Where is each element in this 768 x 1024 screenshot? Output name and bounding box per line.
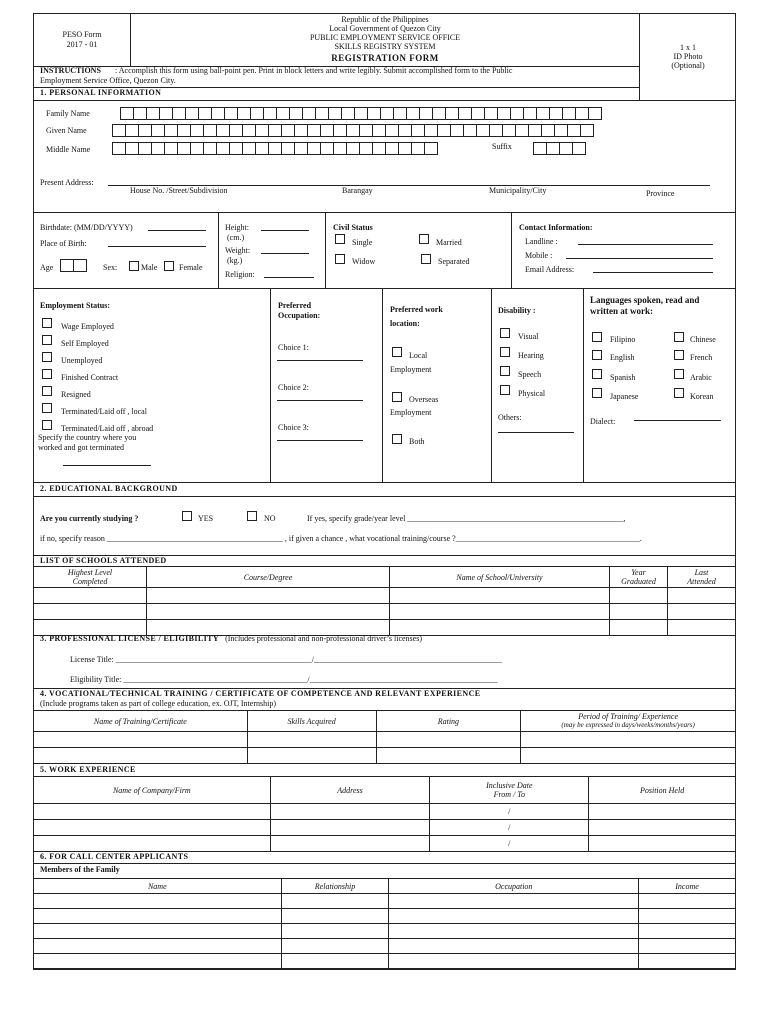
col-period: Period of Training/ Experience (may be expressed in days/weeks/months/years) — [521, 711, 736, 732]
col-company: Name of Company/Firm — [34, 777, 271, 804]
birthdate-label: Birthdate: (MM/DD/YYYY) — [40, 223, 133, 232]
laid-off-abroad-label: Terminated/Laid off , abroad — [61, 424, 154, 433]
instructions-line2: Employment Service Office, Quezon City. — [40, 76, 176, 85]
height-line[interactable] — [261, 230, 309, 231]
section-work-heading: 5. WORK EXPERIENCE — [40, 765, 136, 774]
overseas-employment-label-1: Overseas — [409, 395, 439, 404]
section-license-heading: 3. PROFESSIONAL LICENSE / ELIGIBILITY (Includes professional and non-professional driver’s licenses) — [40, 634, 422, 643]
col-rating: Rating — [376, 711, 521, 732]
widow-checkbox[interactable] — [335, 254, 345, 264]
birthdate-line[interactable] — [148, 230, 206, 231]
family-table — [33, 878, 736, 969]
choice2-line[interactable] — [277, 400, 363, 401]
table-row[interactable] — [34, 604, 736, 620]
if-no-line[interactable]: if no, specify reason ____________________________________________ , if given a chance , what vocational training/course ?______________________________________________. — [40, 534, 642, 543]
weight-unit: (kg.) — [227, 256, 243, 265]
lgu-label: Local Government of Quezon City — [329, 24, 441, 33]
col-relationship: Relationship — [281, 879, 389, 894]
specify-country-input[interactable] — [63, 465, 151, 466]
spanish-label: Spanish — [610, 373, 636, 382]
overseas-employment-checkbox[interactable] — [392, 392, 402, 402]
col-inclusive-dates: Inclusive Date From / To — [430, 777, 589, 804]
age-cells[interactable] — [60, 259, 86, 272]
if-yes-line[interactable]: If yes, specify grade/year level ______________________________________________________, — [307, 514, 626, 523]
speech-checkbox[interactable] — [500, 366, 510, 376]
japanese-label: Japanese — [610, 392, 639, 401]
pref-occ-label-2: Occupation: — [278, 311, 321, 320]
female-checkbox[interactable] — [164, 261, 174, 271]
unemployed-label: Unemployed — [61, 356, 103, 365]
english-checkbox[interactable] — [592, 350, 602, 360]
office-label: PUBLIC EMPLOYMENT SERVICE OFFICE — [309, 33, 461, 42]
landline-label: Landline : — [525, 237, 558, 246]
place-of-birth-line[interactable] — [108, 246, 206, 247]
pref-loc-label-2: location: — [390, 319, 420, 328]
table-row[interactable] — [34, 924, 736, 939]
korean-checkbox[interactable] — [674, 388, 684, 398]
self-employed-label: Self Employed — [61, 339, 109, 348]
table-row[interactable] — [34, 939, 736, 954]
unemployed-checkbox[interactable] — [42, 352, 52, 362]
eligibility-title-line[interactable]: Eligibility Title: ______________________________________________/_______________________________________________ — [70, 675, 498, 684]
studying-no-checkbox[interactable] — [247, 511, 257, 521]
married-checkbox[interactable] — [419, 234, 429, 244]
personal-col-div-3 — [511, 212, 512, 288]
personal-col-div-2 — [325, 212, 326, 288]
laid-off-local-checkbox[interactable] — [42, 403, 52, 413]
photo-label: ID Photo — [673, 52, 703, 61]
filipino-label: Filipino — [610, 335, 636, 344]
col-highest-level: Highest Level Completed — [34, 567, 147, 588]
section-callcenter-heading: 6. FOR CALL CENTER APPLICANTS — [40, 852, 189, 861]
col-training-name: Name of Training/Certificate — [34, 711, 248, 732]
local-employment-checkbox[interactable] — [392, 347, 402, 357]
col-skills: Skills Acquired — [247, 711, 376, 732]
filipino-checkbox[interactable] — [592, 332, 602, 342]
form-year: 2017 - 01 — [66, 40, 98, 49]
french-label: French — [690, 353, 713, 362]
dialect-line[interactable] — [634, 420, 721, 421]
weight-label: Weight: — [225, 246, 251, 255]
resigned-checkbox[interactable] — [42, 386, 52, 396]
addr-province-caption: Province — [646, 189, 675, 198]
employment-status-label: Employment Status: — [40, 301, 111, 310]
training-table — [33, 710, 736, 764]
employment-col-div-3 — [491, 288, 492, 482]
choice1-label: Choice 1: — [278, 343, 309, 352]
laid-off-local-label: Terminated/Laid off , local — [61, 407, 147, 416]
personal-bottom-rule — [33, 288, 736, 289]
work-table — [33, 776, 736, 852]
suffix-cells[interactable] — [533, 142, 585, 155]
middle-name-label: Middle Name — [46, 145, 91, 154]
local-employment-label-1: Local — [409, 351, 428, 360]
both-label: Both — [409, 437, 425, 446]
civil-status-label: Civil Status — [333, 223, 373, 232]
wage-employed-checkbox[interactable] — [42, 318, 52, 328]
resigned-label: Resigned — [61, 390, 91, 399]
sex-label: Sex: — [103, 263, 118, 272]
studying-yes-label: YES — [198, 514, 214, 523]
french-checkbox[interactable] — [674, 350, 684, 360]
choice3-line[interactable] — [277, 440, 363, 441]
schools-heading: LIST OF SCHOOLS ATTENDED — [40, 556, 167, 565]
republic-label: Republic of the Philippines — [341, 15, 429, 24]
english-label: English — [610, 353, 635, 362]
col-last-attended: Last Attended — [668, 567, 736, 588]
studying-yes-checkbox[interactable] — [182, 511, 192, 521]
chinese-label: Chinese — [690, 335, 716, 344]
choice2-label: Choice 2: — [278, 383, 309, 392]
family-name-label: Family Name — [46, 109, 90, 118]
visual-checkbox[interactable] — [500, 328, 510, 338]
col-address: Address — [270, 777, 430, 804]
table-row[interactable]: / — [34, 836, 736, 852]
choice1-line[interactable] — [277, 360, 363, 361]
studying-no-label: NO — [264, 514, 276, 523]
male-checkbox[interactable] — [129, 261, 139, 271]
instructions-label: INSTRUCTIONS — [40, 66, 101, 75]
employment-bottom-rule — [33, 482, 736, 483]
religion-label: Religion: — [225, 270, 255, 279]
male-label: Male — [141, 263, 158, 272]
laid-off-abroad-checkbox[interactable] — [42, 420, 52, 430]
employment-col-div-4 — [583, 288, 584, 482]
schools-table — [33, 566, 736, 636]
callcenter-heading-rule — [33, 863, 736, 864]
mobile-label: Mobile : — [525, 251, 553, 260]
physical-checkbox[interactable] — [500, 385, 510, 395]
col-occupation: Occupation — [389, 879, 639, 894]
landline-line[interactable] — [578, 244, 713, 245]
single-checkbox[interactable] — [335, 234, 345, 244]
table-row[interactable] — [34, 894, 736, 909]
languages-label-1: Languages spoken, read and — [590, 295, 700, 305]
chinese-checkbox[interactable] — [674, 332, 684, 342]
personal-col-div-1 — [218, 212, 219, 288]
form-title: REGISTRATION FORM — [331, 53, 439, 63]
languages-label-2: written at work: — [590, 306, 653, 316]
religion-line[interactable] — [264, 277, 314, 278]
hearing-checkbox[interactable] — [500, 347, 510, 357]
others-line[interactable] — [498, 432, 574, 433]
hearing-label: Hearing — [518, 351, 544, 360]
table-row[interactable] — [34, 732, 736, 748]
physical-label: Physical — [518, 389, 546, 398]
weight-line[interactable] — [261, 253, 309, 254]
separated-checkbox[interactable] — [421, 254, 431, 264]
given-name-cells[interactable] — [112, 124, 593, 137]
family-members-label: Members of the Family — [40, 865, 120, 874]
addr-muni-caption: Municipality/City — [489, 186, 547, 195]
photo-note: (Optional) — [671, 61, 705, 70]
system-label: SKILLS REGISTRY SYSTEM — [334, 42, 436, 51]
table-row[interactable]: / — [34, 820, 736, 836]
email-label: Email Address: — [525, 265, 575, 274]
both-checkbox[interactable] — [392, 434, 402, 444]
height-label: Height: — [225, 223, 249, 232]
present-address-label: Present Address: — [40, 178, 94, 187]
pref-loc-label-1: Preferred work — [390, 305, 443, 314]
others-label: Others: — [498, 413, 522, 422]
col-position: Position Held — [589, 777, 736, 804]
married-label: Married — [436, 238, 462, 247]
photo-box[interactable] — [640, 13, 736, 101]
table-row[interactable] — [34, 748, 736, 764]
self-employed-checkbox[interactable] — [42, 335, 52, 345]
age-label: Age — [40, 263, 54, 272]
suffix-label: Suffix — [492, 142, 512, 151]
address-bottom-rule — [33, 212, 736, 213]
disability-label: Disability : — [498, 306, 536, 315]
employment-col-div-1 — [270, 288, 271, 482]
separated-label: Separated — [438, 257, 470, 266]
height-unit: (cm.) — [227, 233, 245, 242]
employment-col-div-2 — [382, 288, 383, 482]
visual-label: Visual — [518, 332, 539, 341]
single-label: Single — [352, 238, 373, 247]
training-note: (Include programs taken as part of college education, ex. OJT, Internship) — [40, 699, 276, 708]
spanish-checkbox[interactable] — [592, 369, 602, 379]
table-row[interactable] — [34, 954, 736, 969]
place-of-birth-label: Place of Birth: — [40, 239, 87, 248]
instructions-line1: : Accomplish this form using ball-point pen. Print in block letters and write legibly. Submit accomplished form to the Public — [115, 66, 513, 75]
korean-label: Korean — [690, 392, 714, 401]
addr-barangay-caption: Barangay — [342, 186, 373, 195]
pref-occ-label-1: Preferred — [278, 301, 312, 310]
specify-country-line1: Specify the country where you — [38, 433, 137, 442]
col-school: Name of School/University — [390, 567, 610, 588]
given-name-label: Given Name — [46, 126, 87, 135]
section-training-heading: 4. VOCATIONAL/TECHNICAL TRAINING / CERTIFICATE OF COMPETENCE AND RELEVANT EXPERIENCE — [40, 689, 481, 698]
personal-heading-rule — [33, 100, 736, 101]
studying-question: Are you currently studying ? — [40, 514, 139, 523]
japanese-checkbox[interactable] — [592, 388, 602, 398]
choice3-label: Choice 3: — [278, 423, 309, 432]
addr-house-caption: House No. /Street/Subdivision — [130, 186, 228, 195]
wage-employed-label: Wage Employed — [61, 322, 114, 331]
col-course: Course/Degree — [147, 567, 390, 588]
section-personal-heading: 1. PERSONAL INFORMATION — [40, 88, 162, 97]
family-name-cells[interactable] — [120, 107, 601, 120]
middle-name-cells[interactable] — [112, 142, 437, 155]
photo-size: 1 x 1 — [680, 43, 696, 52]
dialect-label: Dialect: — [590, 417, 616, 426]
female-label: Female — [179, 263, 203, 272]
finished-contract-label: Finished Contract — [61, 373, 119, 382]
email-line[interactable] — [593, 272, 713, 273]
arabic-label: Arabic — [690, 373, 712, 382]
finished-contract-checkbox[interactable] — [42, 369, 52, 379]
mobile-line[interactable] — [566, 258, 713, 259]
local-employment-label-2: Employment — [390, 365, 432, 374]
section-education-heading: 2. EDUCATIONAL BACKGROUND — [40, 484, 178, 493]
col-year-graduated: Year Graduated — [610, 567, 668, 588]
table-row[interactable] — [34, 588, 736, 604]
col-income: Income — [639, 879, 736, 894]
contact-label: Contact Information: — [519, 223, 593, 232]
widow-label: Widow — [352, 257, 376, 266]
overseas-employment-label-2: Employment — [390, 408, 432, 417]
license-title-line[interactable]: License Title: _________________________________________________/_______________________________________________ — [70, 655, 502, 664]
table-row[interactable]: / — [34, 804, 736, 820]
table-row[interactable] — [34, 909, 736, 924]
education-heading-rule — [33, 496, 736, 497]
speech-label: Speech — [518, 370, 542, 379]
arabic-checkbox[interactable] — [674, 369, 684, 379]
specify-country-line2: worked and got terminated — [38, 443, 124, 452]
col-member-name: Name — [34, 879, 282, 894]
form-code: PESO Form — [62, 30, 102, 39]
